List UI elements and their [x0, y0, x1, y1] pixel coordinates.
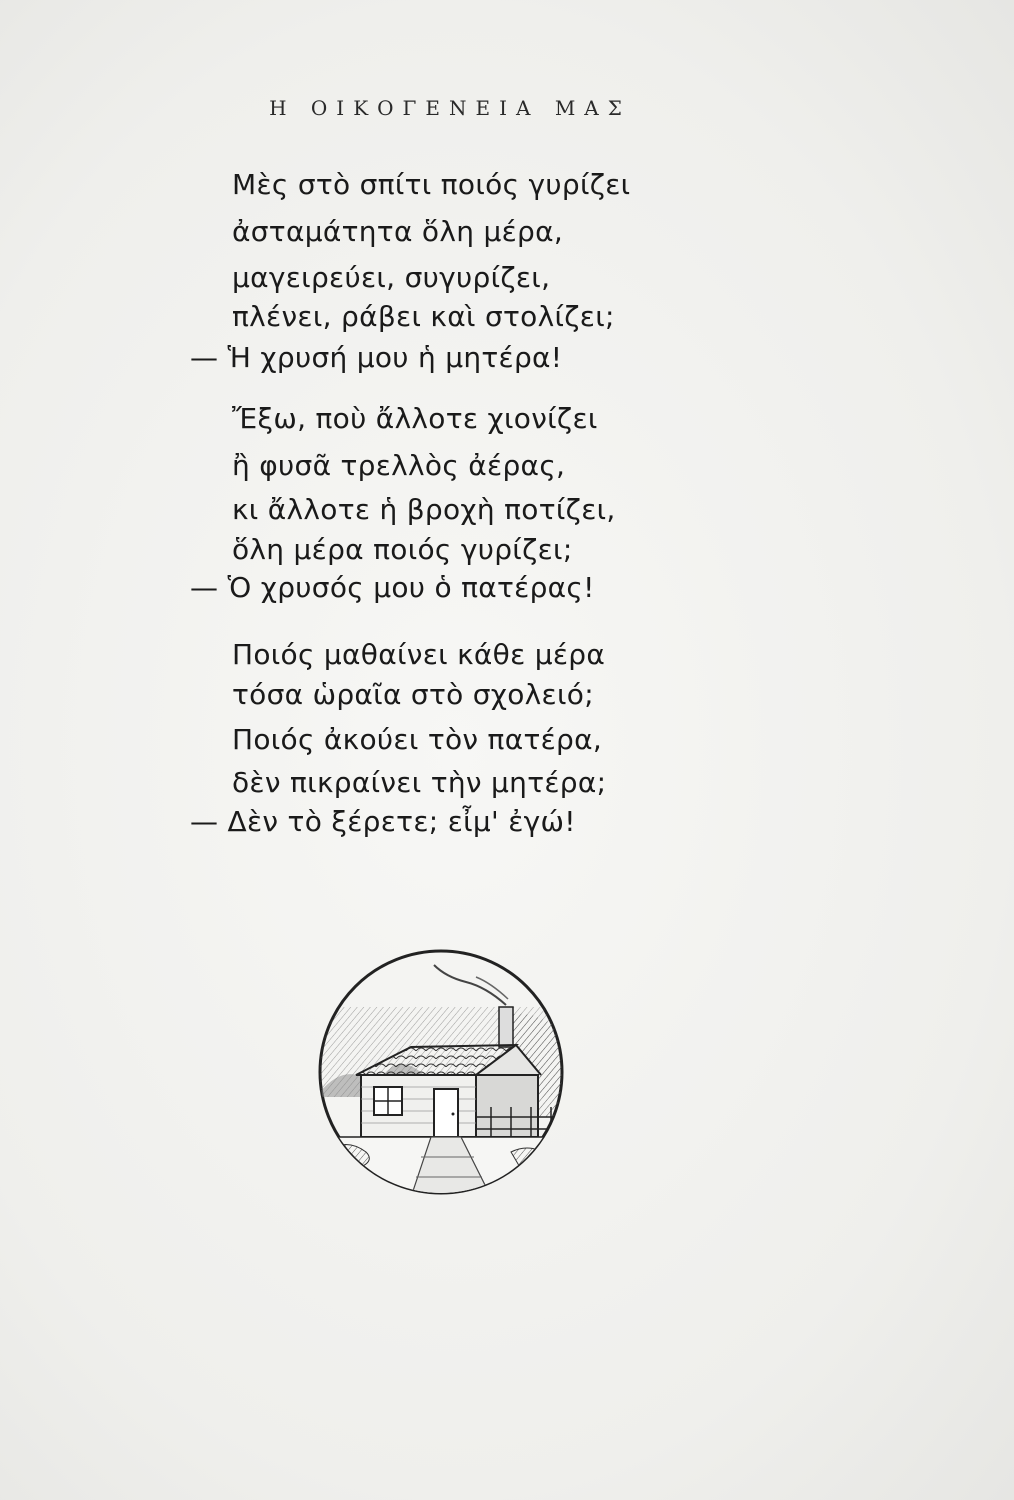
poem-line-reply: — Ὁ χρυσός μου ὁ πατέρας!: [190, 571, 595, 604]
poem-line: ἢ φυσᾶ τρελλὸς ἀέρας,: [232, 449, 566, 482]
poem-line: τόσα ὡραῖα στὸ σχολειό;: [232, 678, 594, 711]
poem-line: πλένει, ράβει καὶ στολίζει;: [232, 300, 615, 333]
cottage-vignette-icon: [316, 947, 566, 1197]
poem-line: κι ἄλλοτε ἡ βροχὴ ποτίζει,: [232, 493, 616, 526]
poem-line: Μὲς στὸ σπίτι ποιός γυρίζει: [232, 168, 631, 201]
poem-line: ἀσταμάτητα ὅλη μέρα,: [232, 215, 564, 248]
poem-line-reply: — Δὲν τὸ ξέρετε; εἶμ' ἐγώ!: [190, 805, 576, 838]
poem-line: μαγειρεύει, συγυρίζει,: [232, 261, 551, 294]
poem-line-reply: — Ἡ χρυσή μου ἡ μητέρα!: [190, 341, 563, 374]
running-header: Η ΟΙΚΟΓΕΝΕΙΑ ΜΑΣ: [269, 96, 631, 120]
poem-line: Ποιός μαθαίνει κάθε μέρα: [232, 638, 606, 671]
poem-line: ὅλη μέρα ποιός γυρίζει;: [232, 533, 573, 566]
poem-line: Ἔξω, ποὺ ἄλλοτε χιονίζει: [232, 402, 598, 435]
poem-line: δὲν πικραίνει τὴν μητέρα;: [232, 766, 607, 799]
poem-line: Ποιός ἀκούει τὸν πατέρα,: [232, 723, 603, 756]
